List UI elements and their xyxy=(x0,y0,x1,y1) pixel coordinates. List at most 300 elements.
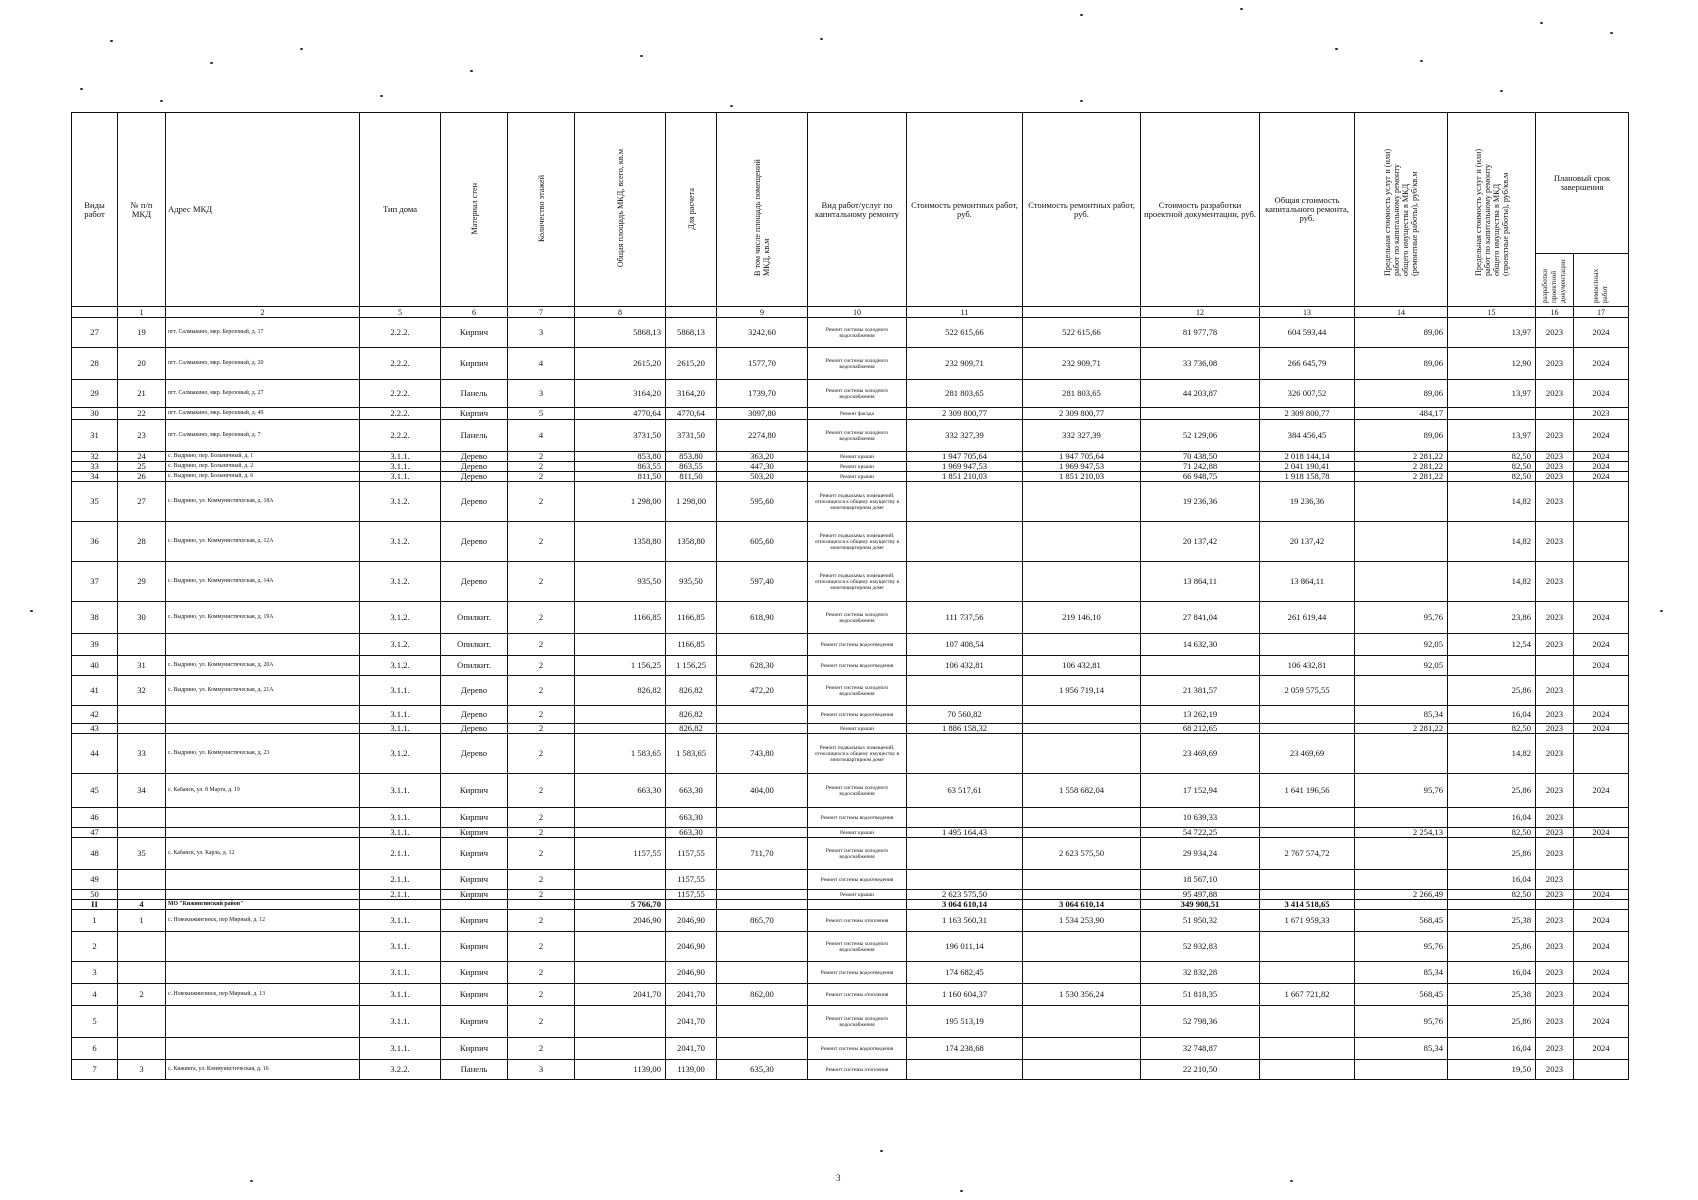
table-cell: 23,86 xyxy=(1448,602,1536,634)
table-cell: 935,50 xyxy=(575,562,666,602)
table-cell: 31 xyxy=(72,420,118,452)
table-cell: 2023 xyxy=(1536,962,1574,984)
table-cell xyxy=(166,706,360,724)
table-cell: 32 832,28 xyxy=(1141,962,1260,984)
table-cell: 25,86 xyxy=(1448,1006,1536,1038)
table-cell: 68 212,65 xyxy=(1141,724,1260,734)
table-cell xyxy=(118,890,166,900)
table-cell: 2 xyxy=(508,472,575,482)
table-cell xyxy=(1023,808,1141,828)
table-cell: 1739,70 xyxy=(717,380,808,408)
table-cell: 2 309 800,77 xyxy=(907,408,1023,420)
table-cell xyxy=(1141,408,1260,420)
table-cell: 48 xyxy=(72,838,118,870)
table-cell xyxy=(1260,634,1355,656)
table-cell xyxy=(1260,706,1355,724)
table-cell: 82,50 xyxy=(1448,724,1536,734)
table-cell xyxy=(1574,900,1629,910)
column-number: 12 xyxy=(1141,307,1260,318)
table-cell: Кирпич xyxy=(441,932,508,962)
table-cell: 14 632,30 xyxy=(1141,634,1260,656)
table-cell: 20 137,42 xyxy=(1260,522,1355,562)
table-cell: Дерево xyxy=(441,482,508,522)
table-cell: 2023 xyxy=(1574,408,1629,420)
table-cell: 2 xyxy=(508,828,575,838)
table-cell: 95,76 xyxy=(1355,932,1448,962)
table-cell: 2023 xyxy=(1536,1006,1574,1038)
table-row xyxy=(72,1006,1629,1038)
table-cell: 826,82 xyxy=(575,676,666,706)
table-cell: Ремонт системы отопления xyxy=(808,1060,907,1080)
table-cell: 3.1.2. xyxy=(360,522,441,562)
table-cell: 3.1.1. xyxy=(360,724,441,734)
table-cell: с. Выдрино, ул. Коммунистическая, д. 23 xyxy=(166,734,360,774)
table-cell: 3242,60 xyxy=(717,318,808,348)
table-cell: 34 xyxy=(118,774,166,808)
scan-speck xyxy=(960,1190,963,1192)
table-cell: 3 064 610,14 xyxy=(907,900,1023,910)
table-cell: 2 xyxy=(508,870,575,890)
table-row xyxy=(72,1060,1629,1080)
table-cell: Дерево xyxy=(441,734,508,774)
table-cell: Кирпич xyxy=(441,962,508,984)
table-cell: 2 xyxy=(508,602,575,634)
table-cell: 219 146,10 xyxy=(1023,602,1141,634)
table-cell: с. Кабанск, ул. Карла, д. 12 xyxy=(166,838,360,870)
table-cell xyxy=(575,890,666,900)
table-cell: 3.1.1. xyxy=(360,1038,441,1060)
table-cell: 2024 xyxy=(1574,420,1629,452)
column-number: 9 xyxy=(717,307,808,318)
table-cell: 1157,55 xyxy=(666,838,717,870)
table-cell: 44 203,87 xyxy=(1141,380,1260,408)
table-cell: 106 432,81 xyxy=(1023,656,1141,676)
table-cell: 2024 xyxy=(1574,1006,1629,1038)
table-cell: Ремонт системы холодного водоснабжения xyxy=(808,676,907,706)
table-cell xyxy=(1355,734,1448,774)
table-cell: 33 736,08 xyxy=(1141,348,1260,380)
table-cell xyxy=(1023,562,1141,602)
table-cell: 25 xyxy=(118,462,166,472)
table-cell: 92,05 xyxy=(1355,634,1448,656)
table-cell xyxy=(1355,1060,1448,1080)
table-cell: 2024 xyxy=(1574,828,1629,838)
table-cell: 3 xyxy=(508,1060,575,1080)
table-cell: 35 xyxy=(118,838,166,870)
table-cell: 4770,64 xyxy=(575,408,666,420)
table-cell xyxy=(1574,734,1629,774)
table-cell: 2 xyxy=(508,462,575,472)
table-cell: 92,05 xyxy=(1355,656,1448,676)
table-cell: 82,50 xyxy=(1448,472,1536,482)
table-cell: 2024 xyxy=(1574,962,1629,984)
table-cell: 232 909,71 xyxy=(907,348,1023,380)
table-cell xyxy=(1023,890,1141,900)
table-cell: 195 513,19 xyxy=(907,1006,1023,1038)
table-body xyxy=(72,318,1629,1080)
table-row xyxy=(72,452,1629,462)
table-cell: 13 864,11 xyxy=(1260,562,1355,602)
table-cell: 5 xyxy=(72,1006,118,1038)
table-cell xyxy=(1260,932,1355,962)
table-cell: пгт. Салмыкино, мкр. Березовый, д. 27 xyxy=(166,380,360,408)
table-cell: пгт. Салмыкино, мкр. Березовый, д. 17 xyxy=(166,318,360,348)
table-cell: 266 645,79 xyxy=(1260,348,1355,380)
table-cell: 3.1.1. xyxy=(360,462,441,472)
table-cell: 2.1.1. xyxy=(360,838,441,870)
table-cell: 2023 xyxy=(1536,932,1574,962)
table-cell: Ремонт крыши xyxy=(808,452,907,462)
table-cell: с. Кижинга, ул. Коммунистическая, д. 16 xyxy=(166,1060,360,1080)
table-cell: 2023 xyxy=(1536,838,1574,870)
capital-repair-table-sheet xyxy=(71,112,1628,1080)
table-cell: 27 xyxy=(72,318,118,348)
table-cell: 174 238,68 xyxy=(907,1038,1023,1060)
table-cell xyxy=(1023,634,1141,656)
header-repair-cost-2: Стоимость ремонтных работ, руб. xyxy=(1023,113,1141,307)
table-cell: 605,60 xyxy=(717,522,808,562)
table-cell: 28 xyxy=(118,522,166,562)
table-row xyxy=(72,634,1629,656)
table-cell: 2 281,22 xyxy=(1355,472,1448,482)
table-cell: 14,82 xyxy=(1448,482,1536,522)
table-cell: 19 236,36 xyxy=(1141,482,1260,522)
table-cell: 19 xyxy=(118,318,166,348)
table-cell: 568,45 xyxy=(1355,910,1448,932)
table-cell: 2.2.2. xyxy=(360,408,441,420)
column-number xyxy=(666,307,717,318)
table-cell: 47 xyxy=(72,828,118,838)
scan-speck xyxy=(880,1150,883,1152)
table-cell: 1 534 253,90 xyxy=(1023,910,1141,932)
header-total-cost: Общая стоимость капитального ремонта, руб. xyxy=(1260,113,1355,307)
scan-speck xyxy=(1080,14,1083,16)
column-number: 16 xyxy=(1536,307,1574,318)
scan-speck xyxy=(1080,100,1083,102)
table-cell: 34 xyxy=(72,472,118,482)
table-cell: 2 xyxy=(118,984,166,1006)
table-cell: 33 xyxy=(72,462,118,472)
table-cell xyxy=(508,900,575,910)
table-cell: 1 530 356,24 xyxy=(1023,984,1141,1006)
table-cell: 2023 xyxy=(1536,910,1574,932)
table-cell: 52 129,06 xyxy=(1141,420,1260,452)
table-cell: 2023 xyxy=(1536,420,1574,452)
table-cell: 2023 xyxy=(1536,890,1574,900)
table-cell: 281 803,65 xyxy=(1023,380,1141,408)
table-cell: 31 xyxy=(118,656,166,676)
table-cell: 2 281,22 xyxy=(1355,462,1448,472)
table-cell xyxy=(717,870,808,890)
table-cell: 51 950,32 xyxy=(1141,910,1260,932)
table-cell: 2024 xyxy=(1574,348,1629,380)
table-cell xyxy=(907,562,1023,602)
table-cell: Кирпич xyxy=(441,1006,508,1038)
table-cell: 2024 xyxy=(1574,1038,1629,1060)
table-cell: 49 xyxy=(72,870,118,890)
table-cell: 2023 xyxy=(1536,522,1574,562)
table-cell: 2041,70 xyxy=(666,1038,717,1060)
table-cell xyxy=(1260,962,1355,984)
table-cell: Кирпич xyxy=(441,984,508,1006)
table-cell: 45 xyxy=(72,774,118,808)
table-cell: Ремонт системы водоотведения xyxy=(808,808,907,828)
table-cell: 12,90 xyxy=(1448,348,1536,380)
column-number: 11 xyxy=(907,307,1023,318)
table-cell: 363,20 xyxy=(717,452,808,462)
table-cell: 85,34 xyxy=(1355,706,1448,724)
table-cell: Ремонт системы холодного водоснабжения xyxy=(808,348,907,380)
table-cell: 20 137,42 xyxy=(1141,522,1260,562)
table-cell: 38 xyxy=(72,602,118,634)
header-work-kind: Вид работ/услуг по капитальному ремонту xyxy=(808,113,907,307)
table-cell: 13 262,19 xyxy=(1141,706,1260,724)
table-cell: 2024 xyxy=(1574,656,1629,676)
table-cell: 1 298,00 xyxy=(666,482,717,522)
table-cell: 2024 xyxy=(1574,602,1629,634)
table-cell: 2046,90 xyxy=(575,910,666,932)
table-cell: 16,04 xyxy=(1448,808,1536,828)
table-cell xyxy=(166,962,360,984)
table-cell: 2 xyxy=(508,1038,575,1060)
table-cell: 1358,80 xyxy=(666,522,717,562)
table-cell: 2 xyxy=(508,522,575,562)
table-cell: Кирпич xyxy=(441,318,508,348)
table-cell xyxy=(717,932,808,962)
table-row xyxy=(72,420,1629,452)
table-row xyxy=(72,676,1629,706)
table-cell: 2023 xyxy=(1536,562,1574,602)
table-cell: 19 236,36 xyxy=(1260,482,1355,522)
table-cell xyxy=(1023,828,1141,838)
table-cell: Панель xyxy=(441,1060,508,1080)
table-cell: 863,55 xyxy=(666,462,717,472)
table-cell: 27 841,04 xyxy=(1141,602,1260,634)
table-cell: 2 xyxy=(508,634,575,656)
table-cell: 2 xyxy=(508,562,575,602)
table-cell: 30 xyxy=(118,602,166,634)
table-cell: Кирпич xyxy=(441,808,508,828)
table-cell: 2 623 575,50 xyxy=(907,890,1023,900)
table-cell: Ремонт подвальных помещений, относящихся к общему имуществу в многоквартирном доме xyxy=(808,482,907,522)
table-cell: 326 007,52 xyxy=(1260,380,1355,408)
table-cell: 2 xyxy=(508,774,575,808)
table-cell: 111 737,56 xyxy=(907,602,1023,634)
table-cell: 2023 xyxy=(1536,602,1574,634)
table-cell: 174 682,45 xyxy=(907,962,1023,984)
table-cell: 2024 xyxy=(1574,318,1629,348)
table-cell: 89,06 xyxy=(1355,380,1448,408)
table-cell: 16,04 xyxy=(1448,870,1536,890)
table-cell: Панель xyxy=(441,380,508,408)
table-cell xyxy=(717,1038,808,1060)
table-cell: 63 517,61 xyxy=(907,774,1023,808)
table-cell: 1 947 705,64 xyxy=(907,452,1023,462)
table-cell: 2615,20 xyxy=(575,348,666,380)
table-row xyxy=(72,734,1629,774)
header-row xyxy=(72,113,1629,254)
table-row xyxy=(72,808,1629,828)
table-cell: 3164,20 xyxy=(666,380,717,408)
table-cell: 1 886 158,32 xyxy=(907,724,1023,734)
table-cell xyxy=(907,482,1023,522)
table-cell: 41 xyxy=(72,676,118,706)
table-cell: 13,97 xyxy=(1448,420,1536,452)
table-cell: Дерево xyxy=(441,462,508,472)
table-cell xyxy=(1574,482,1629,522)
table-cell xyxy=(1260,808,1355,828)
table-cell: 71 242,88 xyxy=(1141,462,1260,472)
header-sub-design: разработки проектной документации xyxy=(1536,254,1574,307)
table-cell: 43 xyxy=(72,724,118,734)
table-cell: 2024 xyxy=(1574,380,1629,408)
table-cell: 28 xyxy=(72,348,118,380)
scan-speck xyxy=(1610,32,1613,34)
table-row xyxy=(72,656,1629,676)
table-cell: 2041,70 xyxy=(666,1006,717,1038)
table-row xyxy=(72,932,1629,962)
scan-speck xyxy=(210,62,213,64)
table-cell: 2 309 800,77 xyxy=(1260,408,1355,420)
table-cell: Опилкит. xyxy=(441,602,508,634)
table-cell xyxy=(1574,522,1629,562)
table-cell: 22 210,50 xyxy=(1141,1060,1260,1080)
table-cell xyxy=(666,900,717,910)
table-cell: 261 619,44 xyxy=(1260,602,1355,634)
table-cell xyxy=(1023,724,1141,734)
table-cell: 1 xyxy=(118,910,166,932)
table-cell xyxy=(575,706,666,724)
table-cell: 663,30 xyxy=(575,774,666,808)
table-cell: 35 xyxy=(72,482,118,522)
table-cell: Ремонт крыши xyxy=(808,828,907,838)
column-number: 17 xyxy=(1574,307,1629,318)
table-cell: 19,50 xyxy=(1448,1060,1536,1080)
table-cell xyxy=(717,828,808,838)
table-cell: Ремонт системы водоотведения xyxy=(808,634,907,656)
table-cell: 2.1.1. xyxy=(360,890,441,900)
table-cell: 1 xyxy=(72,910,118,932)
table-cell: 2023 xyxy=(1536,724,1574,734)
table-cell: Ремонт системы холодного водоснабжения xyxy=(808,318,907,348)
table-cell: 1 851 210,03 xyxy=(1023,472,1141,482)
table-cell: 2 xyxy=(508,910,575,932)
table-cell: 16,04 xyxy=(1448,706,1536,724)
table-cell xyxy=(1023,522,1141,562)
table-row xyxy=(72,472,1629,482)
table-cell: 2 281,22 xyxy=(1355,724,1448,734)
table-cell: 25,38 xyxy=(1448,910,1536,932)
table-cell: 3 414 518,65 xyxy=(1260,900,1355,910)
table-cell: 95,76 xyxy=(1355,1006,1448,1038)
header-repair-cost: Стоимость ремонтных работ, руб. xyxy=(907,113,1023,307)
table-cell: Ремонт крыши xyxy=(808,462,907,472)
table-cell: 1 671 959,33 xyxy=(1260,910,1355,932)
table-cell xyxy=(575,634,666,656)
table-cell: 25,38 xyxy=(1448,984,1536,1006)
table-cell xyxy=(166,724,360,734)
table-cell: 6 xyxy=(72,1038,118,1060)
header-planned-completion: Плановый срок завершения xyxy=(1536,113,1629,254)
table-row xyxy=(72,900,1629,910)
table-cell: 25,86 xyxy=(1448,838,1536,870)
table-cell: 2 041 190,41 xyxy=(1260,462,1355,472)
table-cell: 2046,90 xyxy=(666,910,717,932)
table-cell: 4 xyxy=(118,900,166,910)
table-cell: 2023 xyxy=(1536,828,1574,838)
table-cell: 4770,64 xyxy=(666,408,717,420)
table-cell: 5 766,70 xyxy=(575,900,666,910)
table-cell: 3.2.2. xyxy=(360,1060,441,1080)
table-cell xyxy=(1355,808,1448,828)
table-cell: Опилкит. xyxy=(441,634,508,656)
table-cell: 10 639,33 xyxy=(1141,808,1260,828)
header-sub-repair: ремонтных работ xyxy=(1574,254,1629,307)
table-cell: 2 767 574,72 xyxy=(1260,838,1355,870)
table-cell xyxy=(1355,870,1448,890)
table-cell: 1 583,65 xyxy=(666,734,717,774)
table-cell: 1 641 196,56 xyxy=(1260,774,1355,808)
table-cell: 14,82 xyxy=(1448,562,1536,602)
table-cell: 935,50 xyxy=(666,562,717,602)
table-cell: 2.2.2. xyxy=(360,318,441,348)
column-number: 6 xyxy=(441,307,508,318)
table-cell xyxy=(1355,522,1448,562)
table-cell: 663,30 xyxy=(666,808,717,828)
table-cell: Ремонт крыши xyxy=(808,890,907,900)
scan-speck xyxy=(1540,22,1543,24)
table-cell xyxy=(717,890,808,900)
table-cell: 5868,13 xyxy=(666,318,717,348)
table-row xyxy=(72,482,1629,522)
table-cell: 50 xyxy=(72,890,118,900)
table-cell: 14,82 xyxy=(1448,734,1536,774)
table-cell xyxy=(1355,838,1448,870)
table-cell xyxy=(717,1006,808,1038)
table-cell: 2 xyxy=(508,838,575,870)
table-cell xyxy=(1141,656,1260,676)
table-cell: 95,76 xyxy=(1355,774,1448,808)
table-cell xyxy=(1023,734,1141,774)
table-cell: Кирпич xyxy=(441,408,508,420)
scan-speck xyxy=(820,38,823,40)
table-cell: 3164,20 xyxy=(575,380,666,408)
table-cell: 4 xyxy=(508,348,575,380)
table-row xyxy=(72,828,1629,838)
scan-speck xyxy=(730,105,733,107)
table-row xyxy=(72,462,1629,472)
table-cell: 2.1.1. xyxy=(360,870,441,890)
table-cell: 13,97 xyxy=(1448,318,1536,348)
table-cell: Ремонт системы отопления xyxy=(808,984,907,1006)
table-cell xyxy=(575,1038,666,1060)
table-cell: Ремонт подвальных помещений, относящихся к общему имуществу в многоквартирном доме xyxy=(808,734,907,774)
table-cell: 811,50 xyxy=(575,472,666,482)
column-number: 7 xyxy=(508,307,575,318)
scan-speck xyxy=(80,88,83,90)
column-number: 5 xyxy=(360,307,441,318)
table-cell: 12,54 xyxy=(1448,634,1536,656)
table-cell xyxy=(1023,1038,1141,1060)
table-cell: 3.1.2. xyxy=(360,602,441,634)
header-wall-material: Материал стен xyxy=(441,113,508,307)
table-cell: Дерево xyxy=(441,676,508,706)
table-cell: 568,45 xyxy=(1355,984,1448,1006)
column-number-row xyxy=(72,307,1629,318)
table-cell xyxy=(1023,870,1141,890)
table-cell xyxy=(717,900,808,910)
table-cell xyxy=(166,932,360,962)
